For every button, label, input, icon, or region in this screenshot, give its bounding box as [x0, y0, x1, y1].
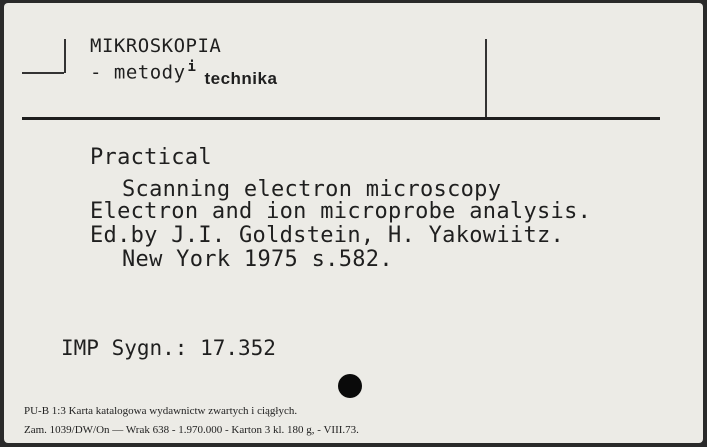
entry-line-4: Ed.by J.I. Goldstein, H. Yakowiitz.	[90, 223, 565, 248]
subheading-sup: i	[187, 59, 197, 75]
entry-line-1: Practical	[90, 145, 212, 170]
entry-line-2: Scanning electron microscopy	[122, 177, 502, 202]
header-divider	[485, 39, 487, 117]
footer-line-2: Zam. 1039/DW/On — Wrak 638 - 1.970.000 - Karton 3 kl. 180 g, - VIII.73.	[24, 424, 359, 436]
call-number: IMP Sygn.: 17.352	[61, 336, 276, 360]
punch-hole	[338, 374, 362, 398]
heading-rule	[22, 117, 660, 120]
footer-line-1: PU-B 1:3 Karta katalogowa wydawnictw zwartych i ciągłych.	[24, 405, 298, 417]
subject-heading: MIKROSKOPIA	[90, 35, 222, 57]
subheading-text: - metody	[90, 61, 186, 84]
catalog-card	[4, 3, 703, 443]
subject-subheading	[90, 59, 278, 89]
entry-line-3: Electron and ion microprobe analysis.	[90, 199, 592, 224]
subheading-bold: technika	[204, 69, 278, 89]
entry-line-5: New York 1975 s.582.	[122, 247, 393, 272]
corner-rule	[22, 72, 64, 74]
corner-rule-vertical	[64, 39, 66, 73]
